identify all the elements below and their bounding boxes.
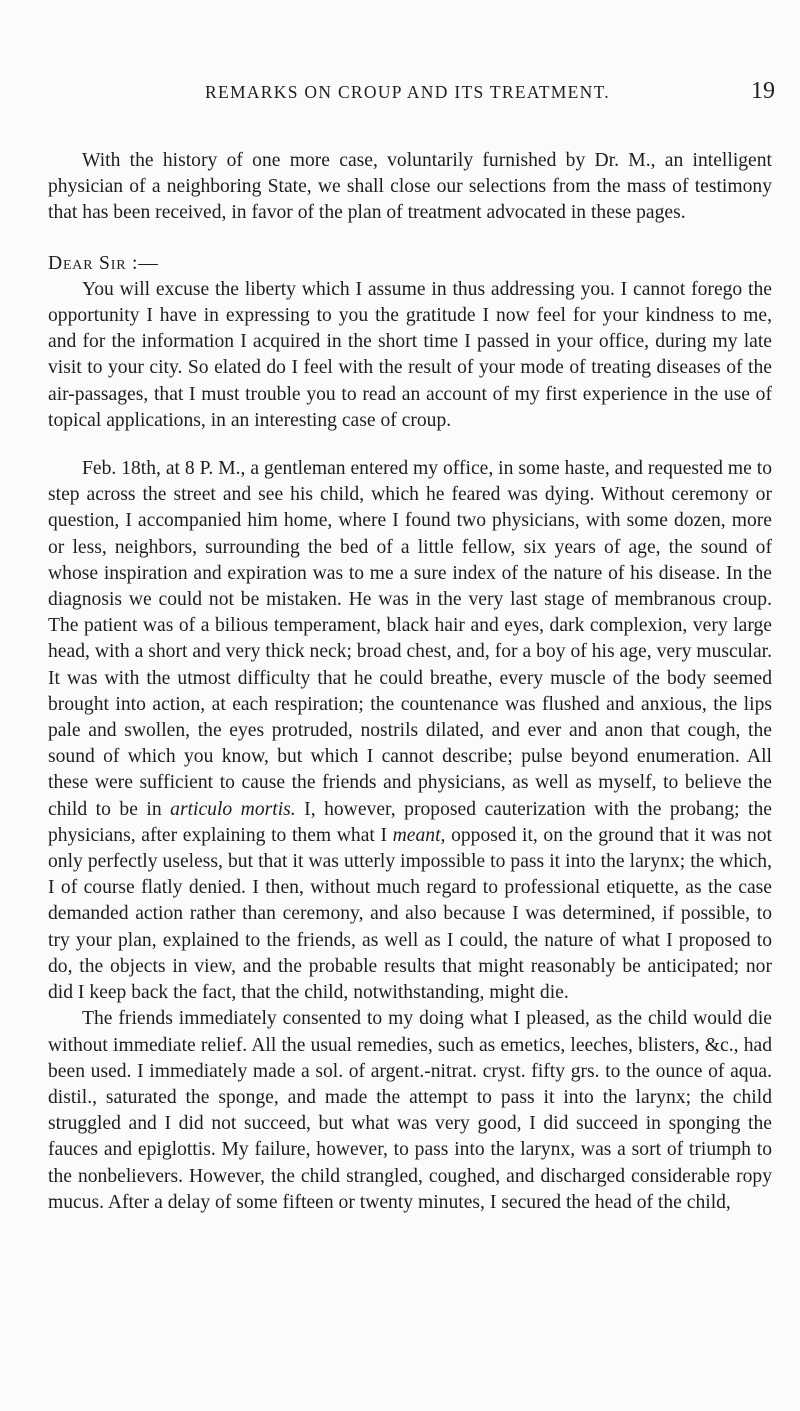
letter-paragraph-3: The friends immediately consented to my doing what I pleased, as the child would die without immediate relief. All the usual remedies, such as emetics, leeches, blisters, &c., had been used. I immediately made a sol. of argent.-nitrat. cryst. fifty grs. to the ounce of aqua. distil., saturated the sponge, and made the attempt to pass it into the larynx; the child struggled and I did not succeed, but what was very good, I did succeed in sponging the fauces and epiglottis. My failure, however, to pass into the larynx, was a sort of triumph to the nonbelievers. However, the child strangled, coughed, and discharged considerable ropy mucus. After a delay of some fifteen or twenty minutes, I secured the head of the child,	[48, 1008, 772, 1213]
page-number: 19	[751, 78, 775, 104]
letter-paragraph-2-text-a: Feb. 18th, at 8 P. M., a gentleman entered my office, in some haste, and requested me to step across the street and see his child, which he feared was dying. Without ceremony or question, I accompanied him home, where I found two physicians, with some dozen, more or less, neighbors, surrounding the bed of a little fellow, six years of age, the sound of whose inspiration and expiration was to me a sure index of the nature of his disease. In the diagnosis we could not be mistaken. He was in the very last stage of membranous croup. The patient was of a bilious temperament, black hair and eyes, dark complexion, very large head, with a short and very thick neck; broad chest, and, for a boy of his age, very muscular. It was with the utmost difficulty that he could breathe, every muscle of the body seemed brought into action, at each respiration; the countenance was flushed and anxious, the lips pale and swollen, the eyes protruded, nostrils dilated, and ever and anon that cough, the sound of which you know, but which I cannot describe; pulse beyond enumeration. All these were sufficient to cause the friends and physicians, as well as myself, to believe the child to be in	[48, 458, 772, 820]
running-title: REMARKS ON CROUP AND ITS TREATMENT.	[205, 82, 610, 102]
italic-word-meant: meant,	[392, 824, 446, 846]
page-header	[40, 78, 775, 114]
letter-paragraph-2	[48, 456, 772, 1006]
italic-phrase-articulo-mortis: articulo mortis.	[170, 798, 296, 820]
salutation: Dear Sir :—	[48, 252, 159, 274]
letter-paragraph-2-text-c: opposed it, on the ground that it was not only perfectly useless, but that it was utterly impossible to pass it into the larynx; the which, I of course flatly denied. I then, without much regard to professional etiquette, as the case demanded action rather than ceremony, and also because I was determined, if possible, to try your plan, explained to the friends, as well as I could, the nature of what I proposed to do, the objects in view, and the probable results that might reasonably be anticipated; nor did I keep back the fact, that the child, notwithstanding, might die.	[48, 824, 772, 1004]
intro-paragraph: With the history of one more case, voluntarily furnished by Dr. M., an intelligent physician of a neighboring State, we shall close our selections from the mass of testimony that has been received, in favor of the plan of treatment advocated in these pages.	[48, 150, 772, 224]
letter-paragraph-1: You will excuse the liberty which I assume in thus addressing you. I cannot forego the opportunity I have in expressing to you the gratitude I now feel for your kindness to me, and for the information I acquired in the short time I passed in your office, during my late visit to your city. So elated do I feel with the result of your mode of treating diseases of the air-passages, that I must trouble you to read an account of my first experience in the use of topical applications, in an interesting case of croup.	[48, 278, 772, 431]
letter-paragraph-2-text-b: I, however, proposed cauterization with the probang; the physicians, after explaining to them what I	[48, 798, 772, 846]
body-text	[48, 148, 772, 1216]
